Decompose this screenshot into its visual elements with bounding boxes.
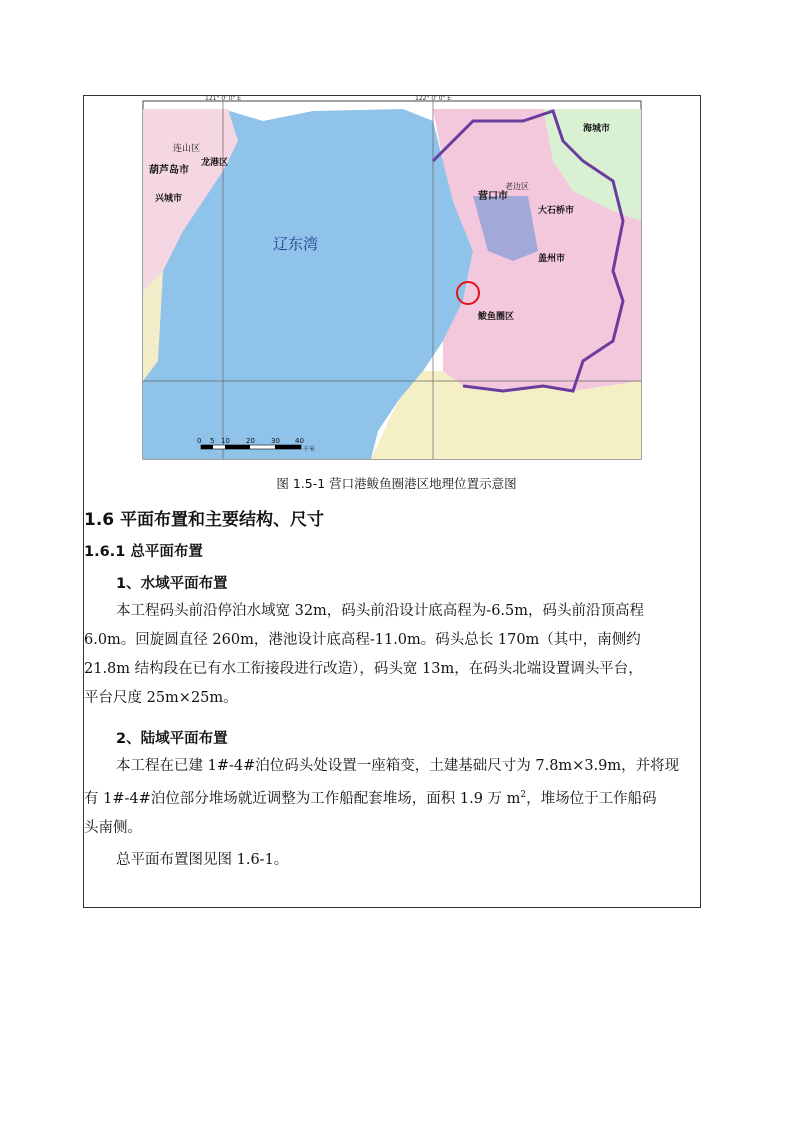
map-city-0: 葫芦岛市 xyxy=(149,165,189,176)
land-line-1-text: 有 1#-4#泊位部分堆场就近调整为工作船配套堆场，面积 1.9 万 m xyxy=(84,790,521,807)
scale-4: 30 xyxy=(271,437,280,445)
scale-3: 20 xyxy=(246,437,255,445)
scale-2: 10 xyxy=(221,437,230,445)
water-line-2: 21.8m 结构段在已有水工衔接段进行改造），码头宽 13m，在码头北端设置调头平台， xyxy=(84,661,643,677)
map-city-3: 兴城市 xyxy=(155,194,183,204)
scale-1: 5 xyxy=(210,437,215,445)
plan-ref: 总平面布置图见图 1.6-1。 xyxy=(116,852,289,868)
water-line-1: 6.0m。回旋圆直径 260m，港池设计底高程-11.0m。码头总长 170m（其中，南侧约 xyxy=(84,632,641,648)
figure-caption: 图 1.5-1 营口港鲅鱼圈港区地理位置示意图 xyxy=(276,476,517,491)
water-line-0: 本工程码头前沿停泊水域宽 32m，码头前沿设计底高程为-6.5m，码头前沿顶高程 xyxy=(116,603,645,619)
plan-ref-paragraph xyxy=(84,846,702,875)
map-city-2: 连山区 xyxy=(173,144,201,154)
water-heading: 1、水域平面布置 xyxy=(116,576,228,592)
unit-superscript: 2 xyxy=(520,790,527,800)
map-city-9: 海城市 xyxy=(583,124,611,134)
lon-tick-1: 122° 0' 0" E xyxy=(415,95,452,102)
water-paragraph xyxy=(84,597,702,713)
land-heading: 2、陆域平面布置 xyxy=(116,731,228,747)
bay-label: 辽东湾 xyxy=(273,235,319,253)
water-line-3: 平台尺度 25m×25m。 xyxy=(84,690,238,706)
scale-5: 40 xyxy=(295,437,304,445)
map-city-7: 盖州市 xyxy=(538,254,566,264)
section-title: 1.6 平面布置和主要结构、尺寸 xyxy=(84,510,325,530)
land-line-1-tail: ，堆场位于工作船码 xyxy=(526,790,657,807)
land-paragraph xyxy=(84,752,702,843)
map-city-8: 鲅鱼圈区 xyxy=(478,312,515,322)
land-line-2: 头南侧。 xyxy=(84,819,142,836)
map-city-4: 营口市 xyxy=(478,191,508,202)
land-line-0: 本工程在已建 1#-4#泊位码头处设置一座箱变，土建基础尺寸为 7.8m×3.9m，并将现 xyxy=(116,758,680,774)
map-city-1: 龙港区 xyxy=(201,158,229,168)
scale-0: 0 xyxy=(197,437,202,445)
land-line-1 xyxy=(84,781,702,814)
subsection-title: 1.6.1 总平面布置 xyxy=(84,544,203,560)
map-city-5: 老边区 xyxy=(505,182,529,191)
lon-tick-0: 121° 0' 0" E xyxy=(205,95,242,102)
scale-unit: 千米 xyxy=(303,446,316,453)
map-city-6: 大石桥市 xyxy=(538,206,575,216)
location-map xyxy=(143,95,641,459)
